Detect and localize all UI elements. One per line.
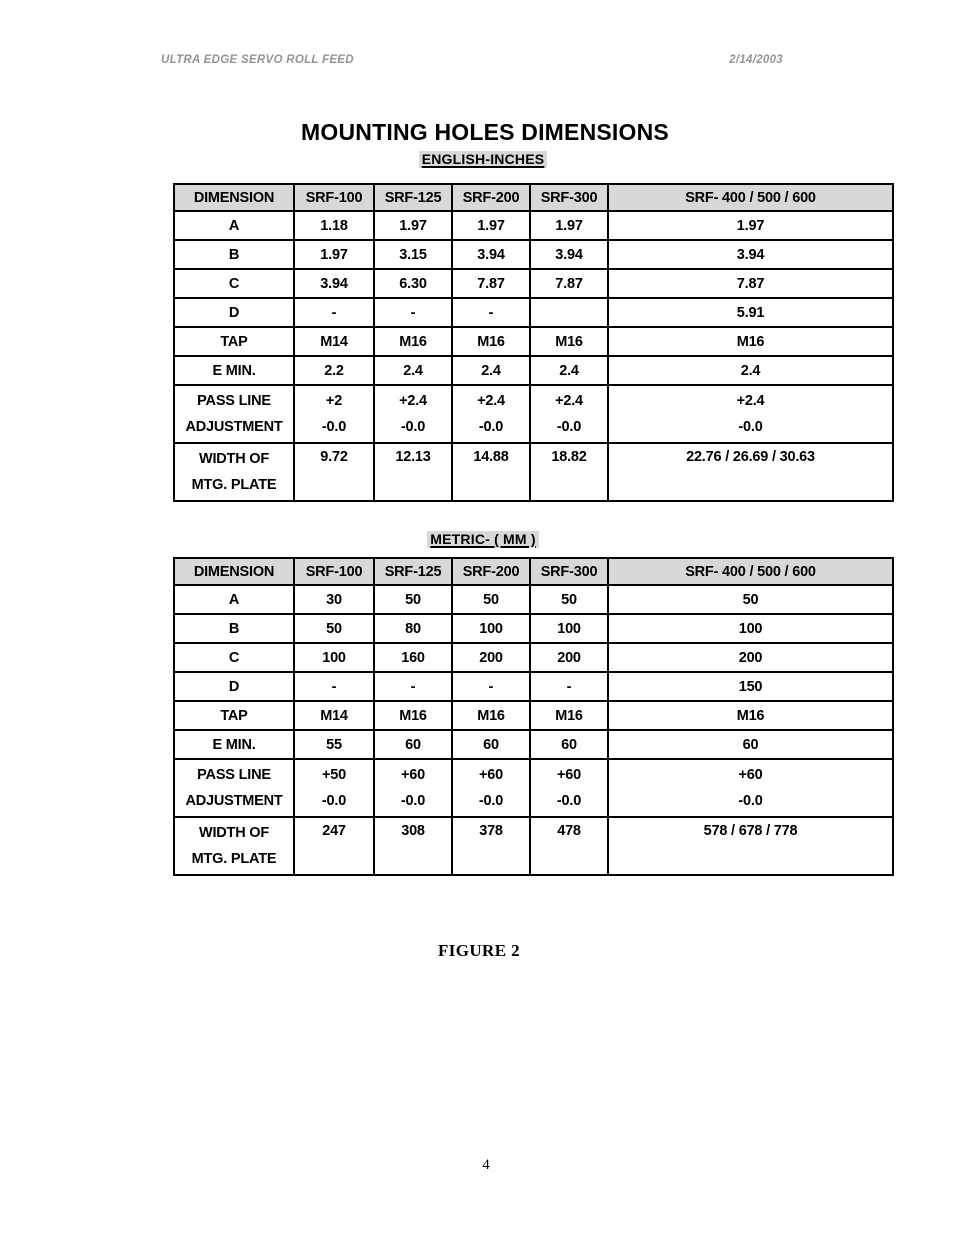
table-cell: 2.4 — [374, 356, 452, 385]
column-header: SRF-300 — [530, 558, 608, 585]
table-cell: M16 — [530, 701, 608, 730]
row-label: A — [174, 585, 294, 614]
table-cell: +60 -0.0 — [608, 759, 893, 817]
table-cell: 12.13 — [374, 443, 452, 501]
table-cell: 3.15 — [374, 240, 452, 269]
table-cell: 80 — [374, 614, 452, 643]
row-label: TAP — [174, 701, 294, 730]
table-cell: 150 — [608, 672, 893, 701]
table-row — [174, 211, 893, 240]
table-cell: M16 — [374, 327, 452, 356]
row-label: D — [174, 298, 294, 327]
table-cell: 6.30 — [374, 269, 452, 298]
table-cell: 50 — [374, 585, 452, 614]
table-cell: 160 — [374, 643, 452, 672]
table-row — [174, 240, 893, 269]
table-cell: M16 — [452, 327, 530, 356]
table-row — [174, 672, 893, 701]
row-label: E MIN. — [174, 730, 294, 759]
table-cell: 100 — [452, 614, 530, 643]
table-cell: - — [294, 672, 374, 701]
table-subtitle-english-inches: ENGLISH-INCHES — [419, 151, 548, 168]
table-cell: 30 — [294, 585, 374, 614]
english-subtitle-row — [12, 151, 954, 169]
table-cell: - — [374, 298, 452, 327]
table-cell: 200 — [608, 643, 893, 672]
table-cell: 100 — [294, 643, 374, 672]
table-cell: - — [294, 298, 374, 327]
table-row — [174, 356, 893, 385]
table-cell: 3.94 — [294, 269, 374, 298]
table-cell: - — [452, 672, 530, 701]
figure-caption: FIGURE 2 — [437, 941, 521, 960]
table-cell: - — [452, 298, 530, 327]
row-label: C — [174, 269, 294, 298]
row-label: PASS LINE ADJUSTMENT — [174, 385, 294, 443]
table-cell: 2.2 — [294, 356, 374, 385]
table-row — [174, 585, 893, 614]
table-cell: 1.97 — [294, 240, 374, 269]
table-row — [174, 643, 893, 672]
column-header: SRF- 400 / 500 / 600 — [608, 558, 893, 585]
table-cell: 100 — [530, 614, 608, 643]
table-cell: +60 -0.0 — [374, 759, 452, 817]
page-number: 4 — [482, 1157, 490, 1173]
table-cell: 1.18 — [294, 211, 374, 240]
table-english-inches — [173, 183, 894, 502]
table-cell: M16 — [452, 701, 530, 730]
table-cell: 60 — [530, 730, 608, 759]
column-header: DIMENSION — [174, 558, 294, 585]
table-cell: - — [374, 672, 452, 701]
row-label: B — [174, 614, 294, 643]
table-cell: 308 — [374, 817, 452, 875]
table-cell: M16 — [608, 701, 893, 730]
column-header: SRF-100 — [294, 558, 374, 585]
table-cell: 1.97 — [374, 211, 452, 240]
table-cell: +2 -0.0 — [294, 385, 374, 443]
table-cell: M14 — [294, 327, 374, 356]
table-row — [174, 817, 893, 875]
row-label: B — [174, 240, 294, 269]
table-cell: 2.4 — [530, 356, 608, 385]
table-cell: 1.97 — [608, 211, 893, 240]
table-cell: 200 — [530, 643, 608, 672]
table-cell: 55 — [294, 730, 374, 759]
table-cell: +2.4 -0.0 — [374, 385, 452, 443]
table-cell: 2.4 — [452, 356, 530, 385]
table-cell: +50 -0.0 — [294, 759, 374, 817]
table-cell: M16 — [530, 327, 608, 356]
column-header: SRF-125 — [374, 558, 452, 585]
table-cell: 60 — [374, 730, 452, 759]
row-label: PASS LINE ADJUSTMENT — [174, 759, 294, 817]
column-header: SRF-125 — [374, 184, 452, 211]
table-row — [174, 701, 893, 730]
table-row — [174, 443, 893, 501]
column-header: SRF-200 — [452, 184, 530, 211]
table-cell: - — [530, 672, 608, 701]
row-label: WIDTH OF MTG. PLATE — [174, 817, 294, 875]
table-cell: 3.94 — [608, 240, 893, 269]
table-cell: 9.72 — [294, 443, 374, 501]
table-cell: 3.94 — [530, 240, 608, 269]
table-cell: 578 / 678 / 778 — [608, 817, 893, 875]
table-metric-mm — [173, 557, 894, 876]
table-cell: 60 — [608, 730, 893, 759]
table-cell: 1.97 — [452, 211, 530, 240]
table-cell: 50 — [608, 585, 893, 614]
row-label: WIDTH OF MTG. PLATE — [174, 443, 294, 501]
table-cell: +2.4 -0.0 — [608, 385, 893, 443]
table-cell: M16 — [608, 327, 893, 356]
table-cell: 378 — [452, 817, 530, 875]
row-label: TAP — [174, 327, 294, 356]
table-cell: 50 — [530, 585, 608, 614]
table-cell: 7.87 — [452, 269, 530, 298]
table-cell: 50 — [294, 614, 374, 643]
table-cell: 100 — [608, 614, 893, 643]
table-row — [174, 385, 893, 443]
table-cell: 50 — [452, 585, 530, 614]
table-cell: +2.4 -0.0 — [530, 385, 608, 443]
column-header: SRF-200 — [452, 558, 530, 585]
table-cell: 7.87 — [608, 269, 893, 298]
table-cell: +60 -0.0 — [530, 759, 608, 817]
table-row — [174, 298, 893, 327]
table-cell: 7.87 — [530, 269, 608, 298]
table-cell: 18.82 — [530, 443, 608, 501]
table-cell: 478 — [530, 817, 608, 875]
table-cell: +60 -0.0 — [452, 759, 530, 817]
table-row — [174, 327, 893, 356]
table-cell: +2.4 -0.0 — [452, 385, 530, 443]
table-cell: 200 — [452, 643, 530, 672]
table-header-row — [174, 558, 893, 585]
table-cell: M16 — [374, 701, 452, 730]
column-header: SRF- 400 / 500 / 600 — [608, 184, 893, 211]
table-header-row — [174, 184, 893, 211]
table-cell — [530, 298, 608, 327]
running-header-date: 2/14/2003 — [729, 54, 783, 66]
table-subtitle-metric-mm: METRIC- ( MM ) — [427, 531, 538, 548]
row-label: D — [174, 672, 294, 701]
table-cell: 14.88 — [452, 443, 530, 501]
column-header: SRF-100 — [294, 184, 374, 211]
metric-subtitle-row — [12, 531, 954, 549]
table-cell: 2.4 — [608, 356, 893, 385]
table-cell: 5.91 — [608, 298, 893, 327]
table-row — [174, 614, 893, 643]
running-header — [161, 54, 783, 66]
table-cell: 22.76 / 26.69 / 30.63 — [608, 443, 893, 501]
table-cell: 1.97 — [530, 211, 608, 240]
table-row — [174, 759, 893, 817]
row-label: E MIN. — [174, 356, 294, 385]
table-cell: 60 — [452, 730, 530, 759]
table-cell: 247 — [294, 817, 374, 875]
table-row — [174, 730, 893, 759]
page-title: MOUNTING HOLES DIMENSIONS — [301, 119, 669, 145]
row-label: A — [174, 211, 294, 240]
column-header: DIMENSION — [174, 184, 294, 211]
column-header: SRF-300 — [530, 184, 608, 211]
row-label: C — [174, 643, 294, 672]
table-cell: 3.94 — [452, 240, 530, 269]
table-cell: M14 — [294, 701, 374, 730]
table-row — [174, 269, 893, 298]
running-header-title: ULTRA EDGE SERVO ROLL FEED — [161, 54, 354, 66]
